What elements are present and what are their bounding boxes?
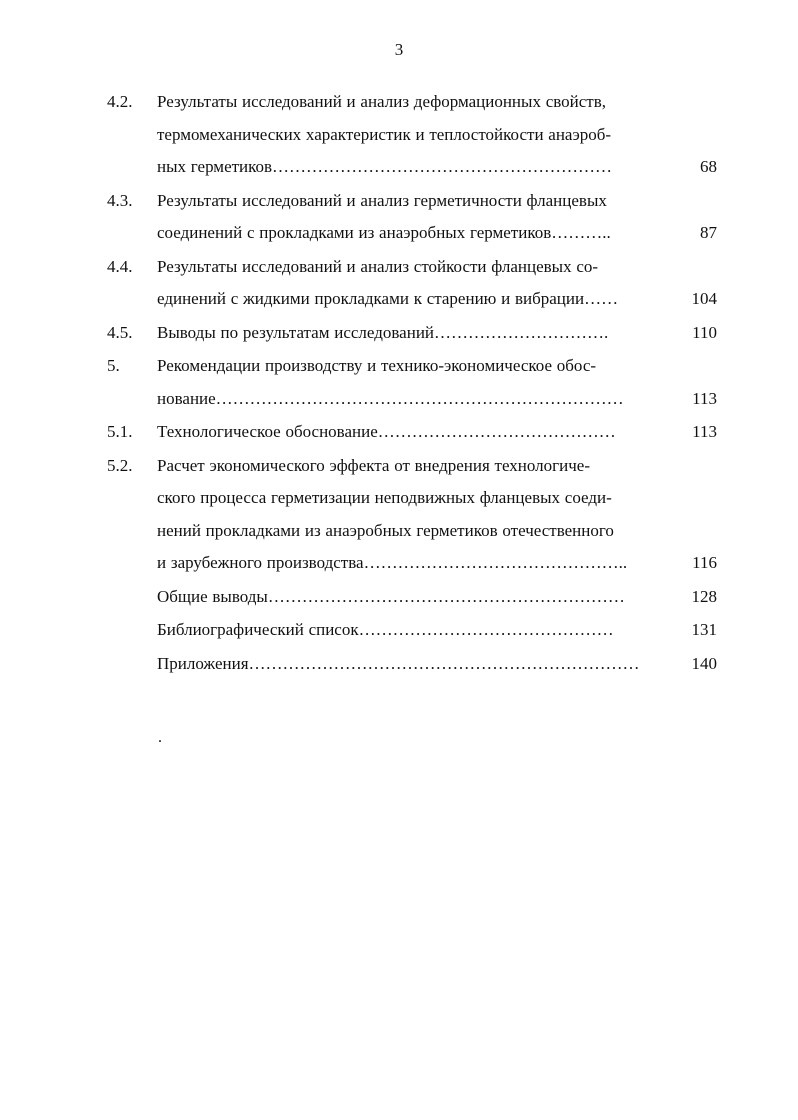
table-of-contents — [107, 86, 717, 681]
toc-entry-page: 116 — [692, 553, 717, 572]
toc-entry — [107, 416, 717, 449]
toc-entry — [107, 648, 717, 681]
toc-entry-title-line: термомеханических характеристик и теплостойкости анаэроб- — [157, 124, 612, 144]
toc-entry-title-line: Технологическое обоснование…………………………………… — [157, 422, 616, 441]
toc-entry-title — [157, 185, 657, 250]
toc-entry — [107, 350, 717, 415]
toc-entry — [107, 450, 717, 580]
toc-entry-title — [157, 648, 657, 681]
toc-entry-page: 110 — [692, 322, 717, 342]
toc-entry-title — [157, 614, 657, 647]
toc-entry-number: 4.4. — [107, 256, 133, 276]
toc-entry-number: 5.1. — [107, 422, 133, 441]
toc-entry-title — [157, 450, 657, 580]
toc-entry-title — [157, 251, 657, 316]
toc-entry-page: 113 — [692, 422, 717, 441]
page-number: 3 — [394, 40, 404, 59]
toc-entry-title-line: ных герметиков…………………………………………………… — [157, 157, 613, 176]
toc-entry-title-line: Приложения…………………………………………………………… — [157, 653, 640, 673]
toc-entry-number: 5.2. — [107, 455, 133, 475]
toc-entry-title-line: Расчет экономического эффекта от внедрения технологиче- — [157, 455, 590, 475]
toc-entry-title — [157, 86, 657, 184]
stray-mark: . — [158, 729, 162, 746]
toc-entry-title-line: нование……………………………………………………………… — [157, 388, 624, 408]
toc-entry-title — [157, 416, 657, 449]
toc-entry-title-line: соединений с прокладками из анаэробных герметиков……….. — [157, 223, 611, 242]
toc-entry-title-line: Общие выводы……………………………………………………… — [157, 586, 625, 606]
toc-entry-page: 104 — [691, 289, 717, 308]
toc-entry-page: 128 — [691, 586, 717, 606]
toc-entry — [107, 185, 717, 250]
toc-entry-title-line: Результаты исследований и анализ герметичности фланцевых — [157, 190, 607, 210]
toc-entry-title-line: нений прокладками из анаэробных герметиков отечественного — [157, 520, 614, 540]
toc-entry-page: 113 — [692, 388, 717, 408]
toc-entry-page: 87 — [700, 223, 717, 242]
toc-entry-title-line: Результаты исследований и анализ деформационных свойств, — [157, 92, 607, 111]
toc-entry-number: 5. — [107, 356, 120, 375]
toc-entry — [107, 581, 717, 614]
toc-entry-title-line: Выводы по результатам исследований…………………………. — [157, 322, 609, 342]
toc-entry-title-line: Результаты исследований и анализ стойкости фланцевых со- — [157, 256, 599, 276]
toc-entry-number: 4.2. — [107, 92, 133, 111]
toc-entry-title-line: Библиографический список……………………………………… — [157, 620, 614, 639]
toc-entry-title-line: ского процесса герметизации неподвижных фланцевых соеди- — [157, 488, 612, 507]
toc-entry-title — [157, 350, 657, 415]
toc-entry-title-line: Рекомендации производству и технико-экономическое обос- — [157, 356, 597, 375]
toc-entry-page: 68 — [700, 157, 717, 176]
toc-entry-page: 140 — [691, 653, 717, 673]
toc-entry-number: 4.3. — [107, 190, 133, 210]
toc-entry — [107, 86, 717, 184]
toc-entry — [107, 251, 717, 316]
toc-entry-page: 131 — [691, 620, 717, 639]
toc-entry-title — [157, 317, 657, 350]
toc-entry-title-line: единений с жидкими прокладками к старению и вибрации…… — [157, 289, 619, 308]
toc-entry — [107, 614, 717, 647]
toc-entry-number: 4.5. — [107, 322, 133, 342]
toc-entry — [107, 317, 717, 350]
toc-entry-title-line: и зарубежного производства……………………………………….. — [157, 553, 628, 572]
toc-entry-title — [157, 581, 657, 614]
